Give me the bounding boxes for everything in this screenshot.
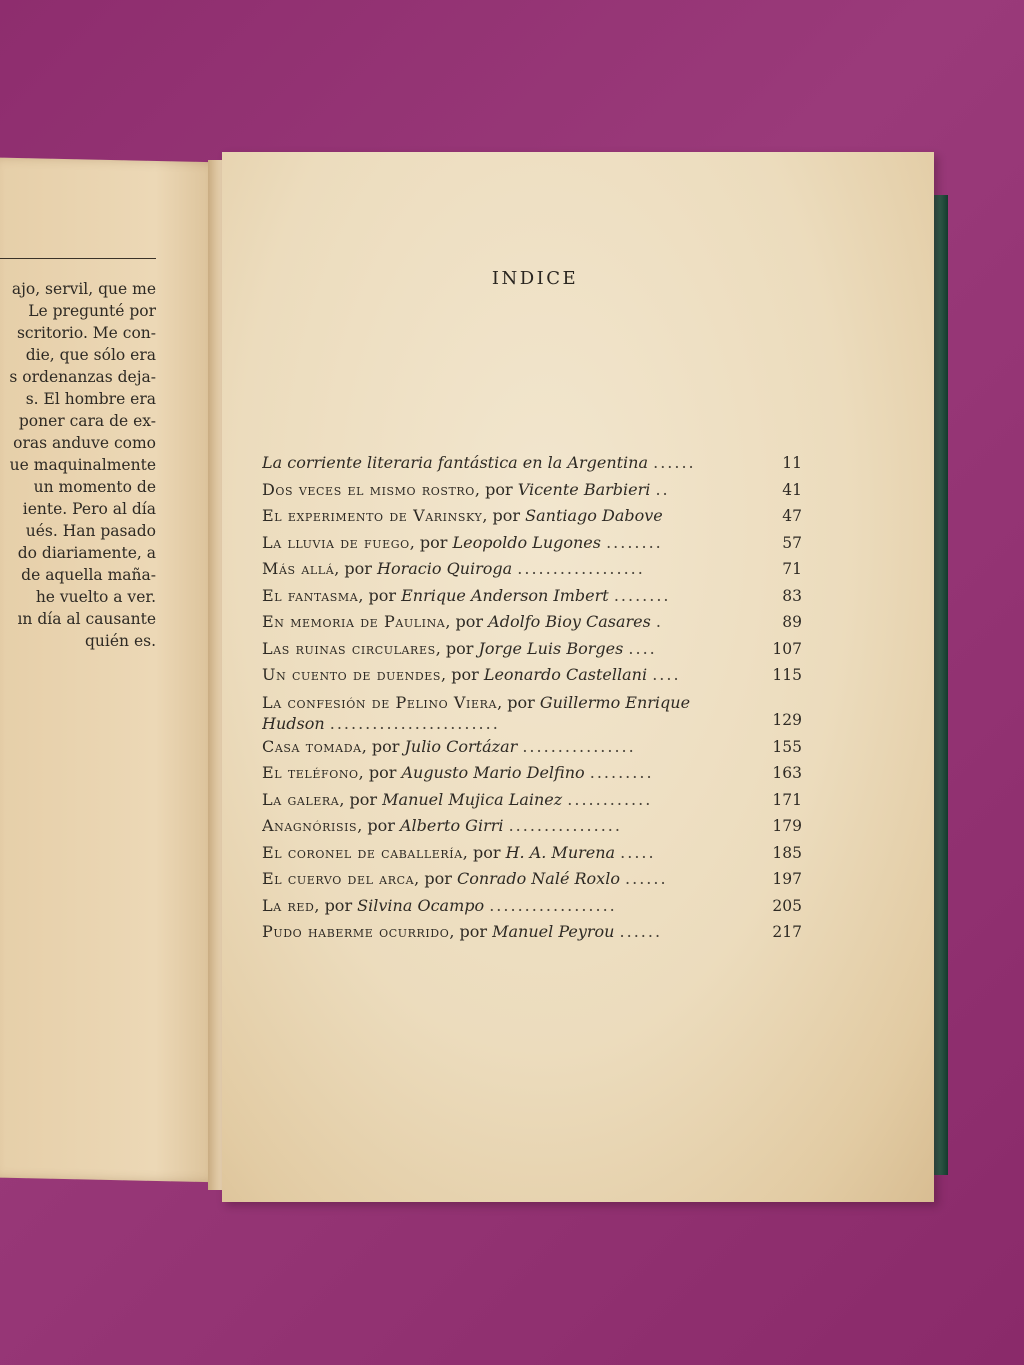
toc-story-title: La galera [262,789,340,809]
toc-entry [262,734,802,761]
left-page-line: scritorio. Me con- [16,324,156,342]
toc-entry [262,503,802,530]
toc-page-number: 163 [772,764,802,782]
table-of-contents [262,450,802,946]
toc-entry-text [262,919,750,946]
toc-story-title: El experimento de Varinsky [262,506,483,525]
toc-entry-text [262,503,750,530]
toc-por: , por [435,638,479,658]
toc-story-title: Casa tomada [262,736,362,756]
toc-por: , por [358,763,402,782]
left-page-line: ués. Han pasado [25,522,156,540]
toc-entry-text [262,689,750,734]
toc-entry [262,583,802,610]
toc-author: Silvina Ocampo [357,895,485,915]
toc-leader-dots: .... [628,638,657,658]
toc-author: Alberto Girri [399,816,504,835]
toc-por: , por [358,585,402,605]
left-page-rule [0,258,156,259]
toc-entry-text [262,840,750,867]
left-page-line: ajo, servil, que me [11,280,156,298]
toc-entry [262,787,802,814]
toc-author: Enrique Anderson Imbert [401,585,609,605]
toc-por: , por [339,789,383,809]
toc-entry [262,760,802,787]
toc-entry [262,477,802,504]
toc-page-number: 57 [782,533,802,552]
left-page-text [0,278,156,652]
toc-author: La corriente literaria fantástica en la Argentina [262,453,649,472]
toc-story-title: La lluvia de fuego [262,532,410,552]
left-page-line: iente. Pero al día [22,500,156,518]
toc-por: , por [462,842,506,862]
toc-leader-dots: ................ [522,736,636,756]
toc-page-number: 115 [772,666,802,684]
toc-entry-text [262,450,750,477]
toc-por: , por [357,816,400,835]
toc-por: , por [334,559,378,578]
toc-leader-dots: ...... [619,922,663,941]
toc-leader-dots: ............ [567,789,653,809]
toc-por: , por [441,665,484,684]
toc-author: Leonardo Castellani [483,665,648,684]
toc-entry [262,866,802,893]
toc-page-number: 89 [782,613,802,631]
toc-entry [262,636,802,663]
toc-entry-text [262,893,750,920]
left-page-line: Le pregunté por [28,302,156,320]
toc-story-title: La red [262,895,315,915]
left-page-line: die, que sólo era [25,346,156,364]
left-page-line: poner cara de ex- [18,412,156,430]
toc-story-title: Las ruinas circulares [262,638,436,658]
left-page-line: ın día al causante [17,610,156,628]
toc-por: , por [445,612,489,631]
toc-entry [262,662,802,689]
toc-entry [262,893,802,920]
toc-entry-text [262,583,750,610]
toc-entry-text [262,662,750,689]
toc-author: Manuel Mujica Lainez [382,789,563,809]
toc-entry [262,556,802,583]
left-page-line: de aquella maña- [21,566,156,584]
toc-entry-text [262,787,750,814]
toc-author: Guillermo Enrique Hudson [262,692,691,733]
toc-author: Vicente Barbieri [517,479,651,499]
toc-por: , por [474,479,518,499]
toc-leader-dots: .. [655,479,670,499]
toc-author: Conrado Nalé Roxlo [456,869,620,888]
toc-entry [262,689,802,734]
toc-story-title: Anagnórisis [262,816,358,835]
toc-author: Santiago Dabove [525,506,663,525]
left-page-line: s. El hombre era [25,390,156,408]
toc-entry-text [262,477,750,504]
toc-leader-dots: ........................ [329,713,500,733]
toc-leader-dots: .... [652,665,681,684]
toc-entry [262,450,802,477]
toc-entry [262,840,802,867]
left-page-line: oras anduve como [13,434,156,452]
toc-story-title: El cuervo del arca [262,869,415,888]
toc-entry [262,609,802,636]
toc-story-title: Dos veces el mismo rostro [262,479,475,499]
toc-page-number: 11 [782,454,802,472]
toc-por: , por [409,532,453,552]
toc-author: H. A. Murena [505,842,616,862]
toc-author: Horacio Quiroga [377,559,513,578]
toc-page-number: 185 [772,843,802,862]
toc-page-number: 179 [772,817,802,835]
left-page-line: un momento de [33,478,156,496]
toc-story-title: Más allá [262,559,335,578]
toc-leader-dots: ........ [606,532,663,552]
left-page-line: s ordenanzas deja- [9,368,156,386]
toc-leader-dots: ...... [625,869,668,888]
toc-page-number: 41 [782,480,802,499]
toc-leader-dots: ..... [620,842,656,862]
toc-page-number: 83 [782,586,802,605]
toc-por: , por [361,736,405,756]
toc-leader-dots: ................ [508,816,622,835]
toc-author: Augusto Mario Delfino [401,763,585,782]
toc-page-number: 107 [772,639,802,658]
toc-leader-dots: .................. [489,895,617,915]
toc-page-number: 155 [772,737,802,756]
toc-story-title: Un cuento de duendes [262,665,442,684]
left-page-line: he vuelto a ver. [35,588,156,606]
toc-leader-dots: ......... [589,763,654,782]
toc-story-title: El teléfono [262,763,359,782]
toc-leader-dots: ........ [613,585,671,605]
toc-page-number: 71 [782,560,802,578]
toc-author: Jorge Luis Borges [478,638,624,658]
left-page-line: quién es. [85,632,156,650]
toc-author: Adolfo Bioy Casares [488,612,651,631]
toc-story-title: Pudo haberme ocurrido [262,922,450,941]
index-title: INDICE [491,268,579,289]
toc-story-title: El fantasma [262,585,359,605]
toc-page-number: 205 [772,896,802,915]
toc-author: Julio Cortázar [404,736,518,756]
toc-por: , por [314,895,358,915]
toc-page-number: 47 [782,507,802,525]
left-page-line: ue maquinalmente [9,456,156,474]
toc-leader-dots: .................. [517,559,645,578]
toc-story-title: La confesión de Pelino Viera [262,692,498,712]
toc-por: , por [497,692,540,712]
toc-por: , por [482,506,526,525]
toc-page-number: 129 [772,711,802,729]
toc-entry-text [262,760,750,787]
toc-entry-text [262,734,750,761]
toc-story-title: En memoria de Paulina [262,612,446,631]
toc-entry-text [262,813,750,840]
toc-leader-dots: . [655,612,664,631]
toc-por: , por [449,922,493,941]
toc-entry-text [262,866,750,893]
toc-page-number: 171 [772,790,802,809]
toc-leader-dots: ...... [653,453,696,472]
toc-entry-text [262,530,750,557]
toc-page-number: 217 [772,923,802,941]
toc-entry-text [262,636,750,663]
toc-por: , por [414,869,457,888]
toc-author: Leopoldo Lugones [452,532,601,552]
toc-entry-text [262,609,750,636]
toc-author: Manuel Peyrou [492,922,615,941]
left-page-line: do diariamente, a [17,544,156,562]
toc-entry-text [262,556,750,583]
toc-story-title: El coronel de caballería [262,842,463,862]
toc-entry [262,530,802,557]
toc-entry [262,813,802,840]
toc-page-number: 197 [772,870,802,888]
toc-entry [262,919,802,946]
